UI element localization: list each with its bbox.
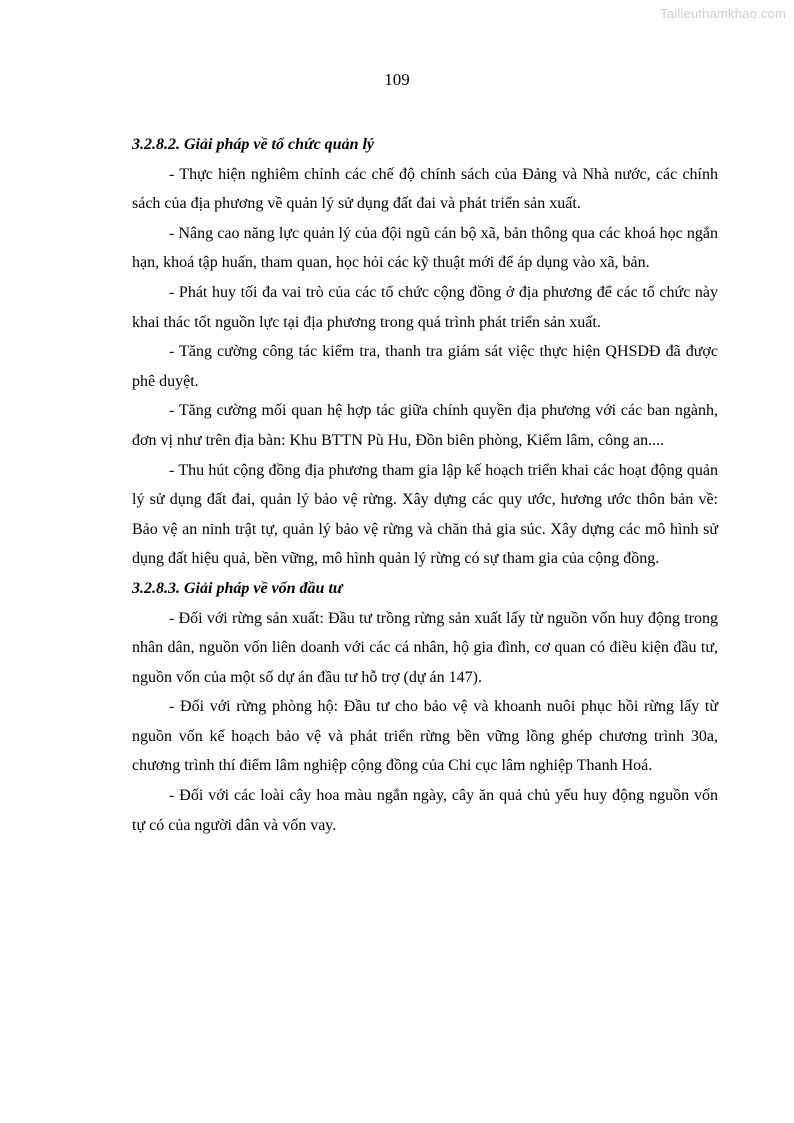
- paragraph: - Phát huy tối đa vai trò của các tổ chức cộng đồng ở địa phương để các tổ chức này khai thác tốt nguồn lực tại địa phương trong quá trình phát triển sản xuất.: [132, 283, 718, 331]
- document-body: [132, 130, 718, 840]
- paragraph: - Đối với rừng sản xuất: Đầu tư trồng rừng sản xuất lấy từ nguồn vốn huy động trong nhân dân, nguồn vốn liên doanh với các cá nhân, hộ gia đình, cơ quan có điều kiện đầu tư, nguồn vốn của một số dự án đầu tư hỗ trợ (dự án 147).: [132, 609, 718, 686]
- paragraph: - Đối với rừng phòng hộ: Đầu tư cho bảo vệ và khoanh nuôi phục hồi rừng lấy từ nguồn vốn kế hoạch bảo vệ và phát triển rừng bền vững lồng ghép chương trình 30a, chương trình thí điểm lâm nghiệp cộng đồng của Chi cục lâm nghiệp Thanh Hoá.: [132, 698, 718, 775]
- section-heading: 3.2.8.2. Giải pháp về tổ chức quản lý: [132, 136, 375, 153]
- paragraph: - Thu hút cộng đồng địa phương tham gia lập kế hoạch triển khai các hoạt động quản lý sử dụng đất đai, quản lý bảo vệ rừng. Xây dựng các quy ước, hương ước thôn bản về: Bảo vệ an ninh trật tự, quản lý bảo vệ rừng và chăn thả gia súc. Xây dựng các mô hình sử dụng đất hiệu quả, bền vững, mô hình quản lý rừng có sự tham gia của cộng đồng.: [132, 461, 718, 568]
- paragraph: - Thực hiện nghiêm chỉnh các chế độ chính sách của Đảng và Nhà nước, các chính sách của địa phương về quản lý sử dụng đất đai và phát triển sản xuất.: [132, 165, 718, 213]
- paragraph: - Tăng cường mối quan hệ hợp tác giữa chính quyền địa phương với các ban ngành, đơn vị như trên địa bàn: Khu BTTN Pù Hu, Đồn biên phòng, Kiểm lâm, công an....: [132, 402, 718, 449]
- section-heading: 3.2.8.3. Giải pháp về vốn đầu tư: [132, 579, 343, 597]
- page-number: 109: [384, 70, 410, 89]
- paragraph: - Đối với các loài cây hoa màu ngắn ngày, cây ăn quả chủ yếu huy động nguồn vốn tự có của người dân và vốn vay.: [132, 787, 718, 834]
- watermark: Tailieuthamkhao.com: [660, 6, 786, 21]
- paragraph: - Tăng cường công tác kiểm tra, thanh tra giám sát việc thực hiện QHSDĐ đã được phê duyệt.: [132, 343, 718, 390]
- paragraph: - Nâng cao năng lực quản lý của đội ngũ cán bộ xã, bản thông qua các khoá học ngắn hạn, khoá tập huấn, tham quan, học hỏi các kỹ thuật mới để áp dụng vào xã, bản.: [132, 224, 718, 272]
